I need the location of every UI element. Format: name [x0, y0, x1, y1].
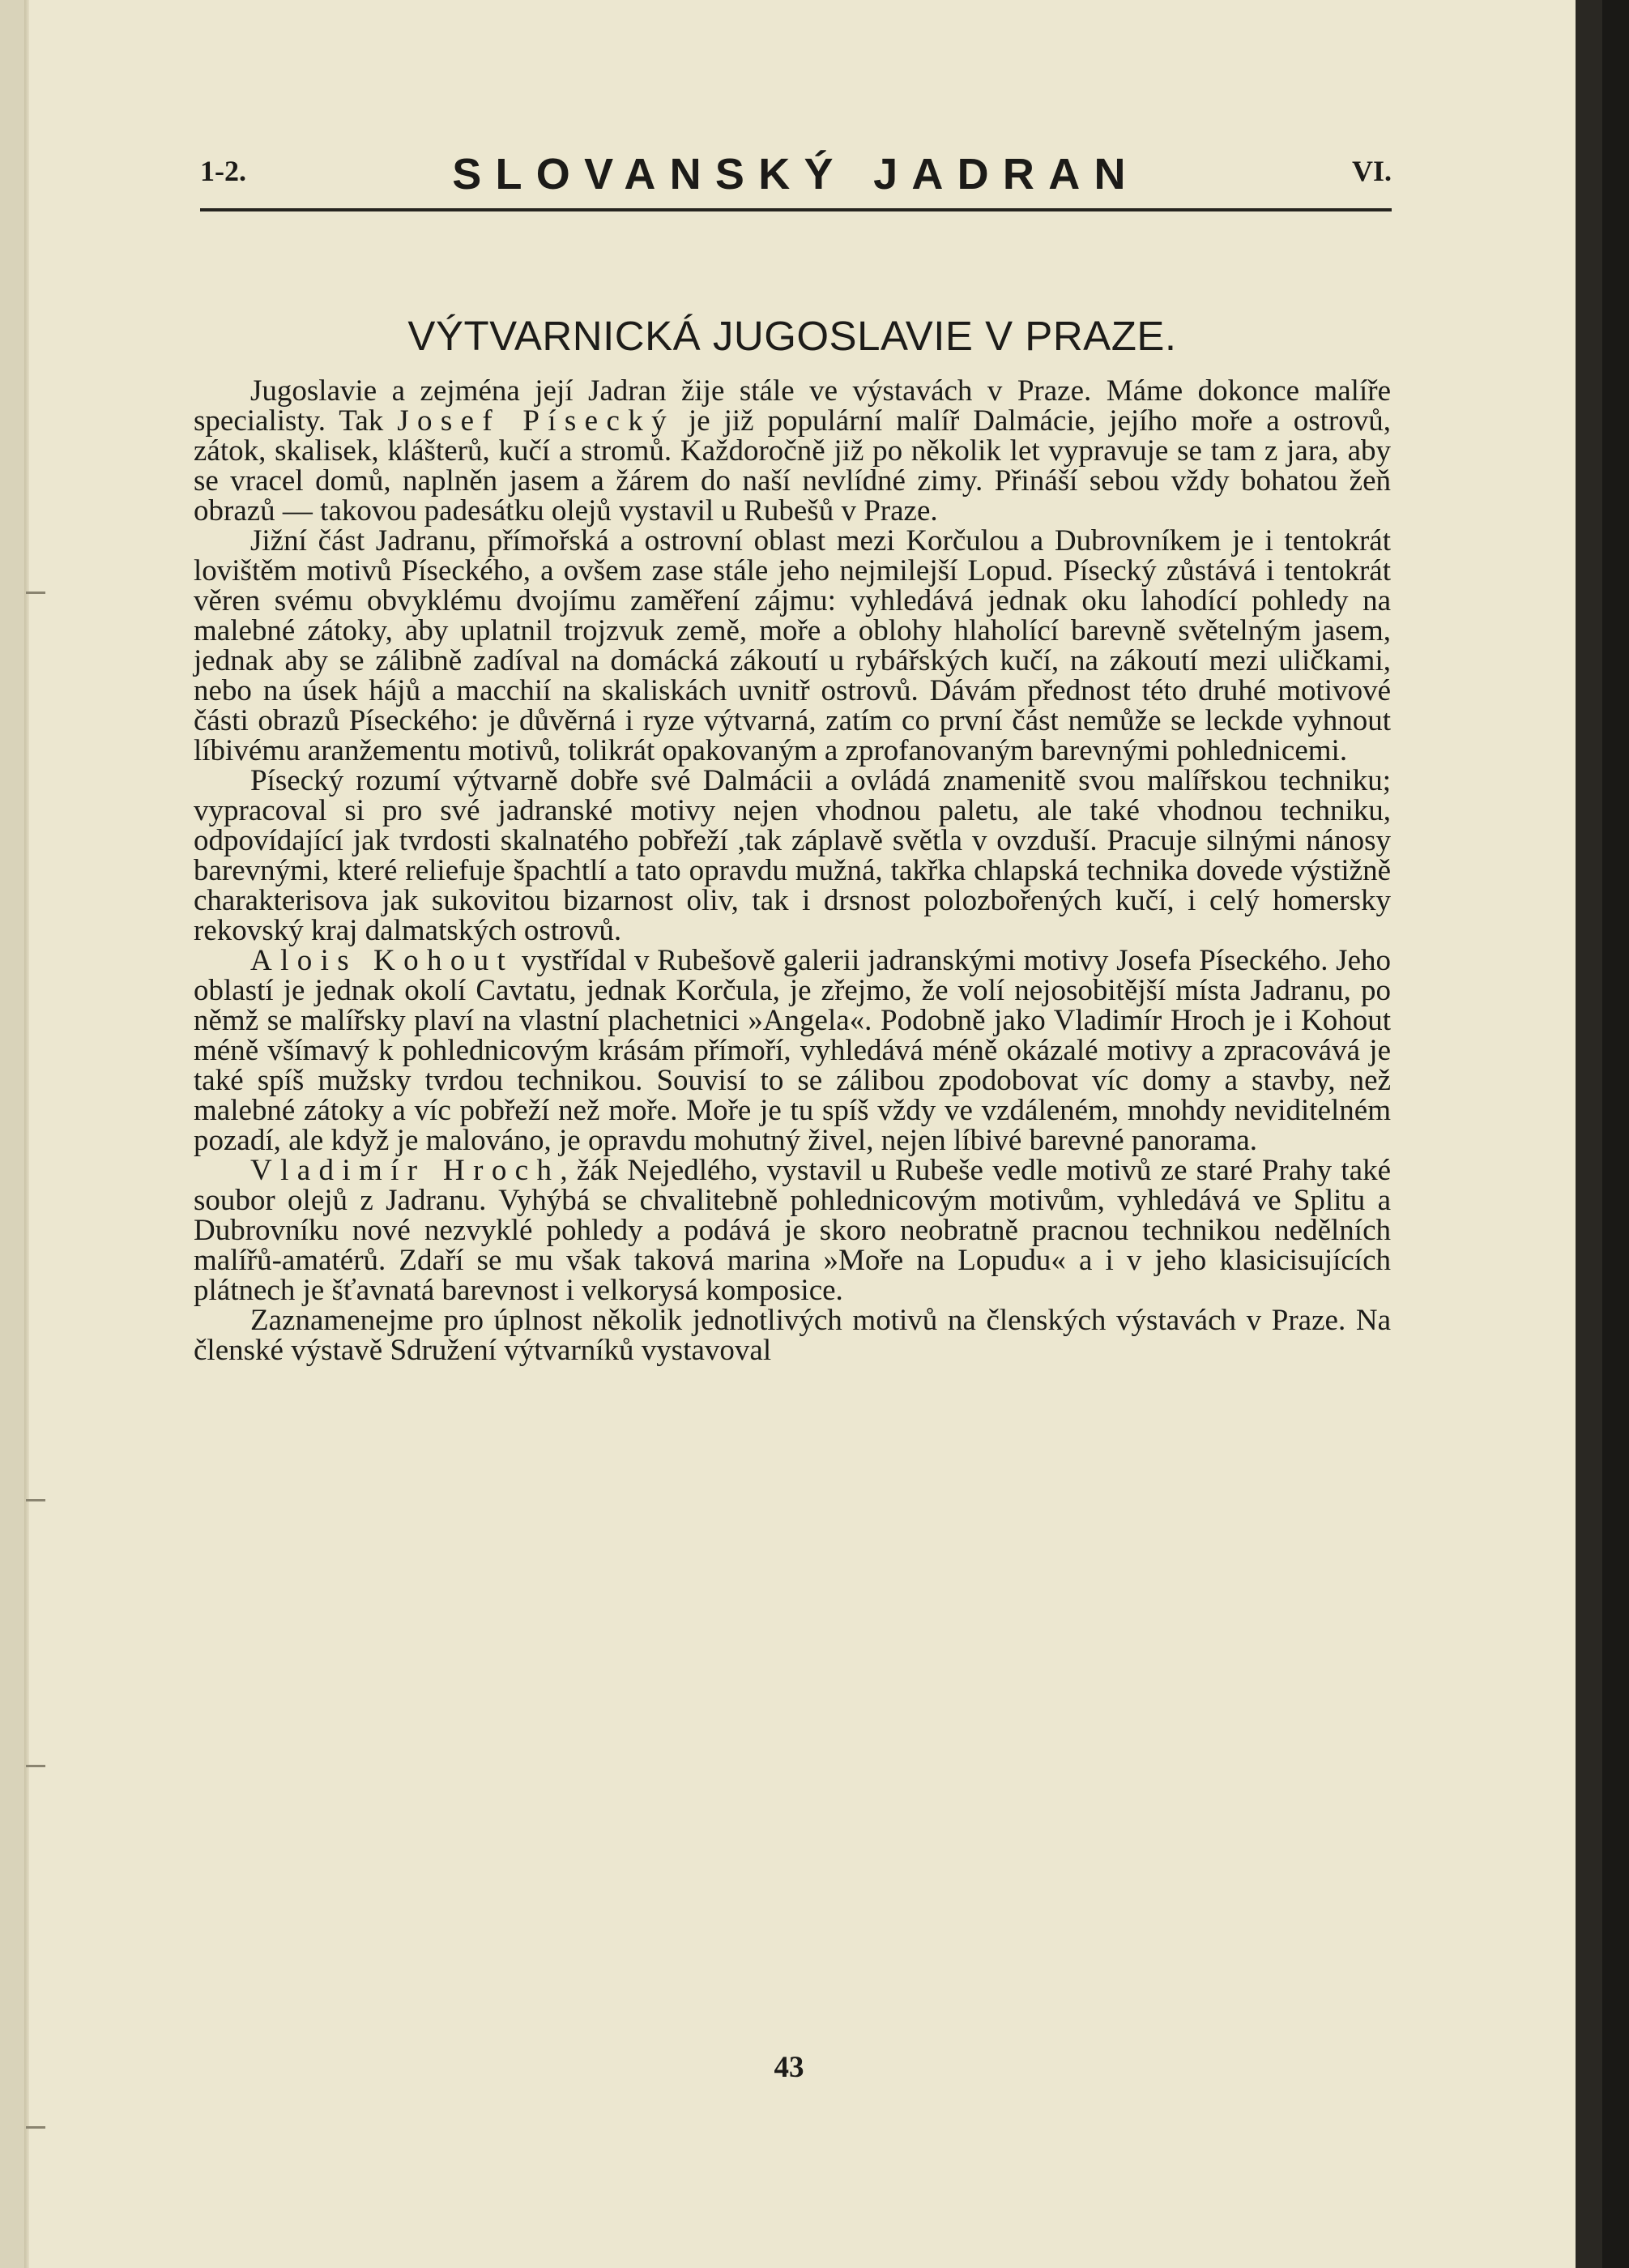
header-rule [200, 208, 1392, 211]
artist-name: Alois Kohout [250, 944, 514, 977]
page-number: 43 [774, 2051, 804, 2084]
paragraph-text: , žák Nejedlého, vystavil u Rubeše vedle motivů ze staré Prahy také soubor olejů z Jadranu. Vyhýbá se chvalitebně pohlednicovým motivům, vyhledává ve Splitu a Dubrovníku nové nezvyklé pohledy a podává je skoro neobratně pracnou technikou nedělních malířů-amatérů. Zdaří se mu však taková marina »Moře na Lopudu« a i v jeho klasicisujících plátnech je šťavnatá barevnost i velkorysá komposice. [194, 1154, 1391, 1307]
page-right-edge [1576, 0, 1602, 2268]
paragraph: Jižní část Jadranu, přímořská a ostrovní oblast mezi Korčulou a Dubrovníkem je i tentokrát lovištěm motivů Píseckého, a ovšem zase stále jeho nejmilejší Lopud. Písecký zůstává i tentokrát věren svému obvyklému dvojímu zaměření zájmu: vyhledává jednak oku lahodící pohledy na malebné zátoky, aby uplatnil trojzvuk země, moře a oblohy hlaholící barevně světelným jasem, jednak aby se zálibně zadíval na domácká zákoutí u rybářských kučí, na zákoutí mezi uličkami, nebo na úsek hájů a macchií na skaliskách uvnitř ostrovů. Dávám přednost této druhé motivové části obrazů Píseckého: je důvěrná i ryze výtvarná, zatím co první část nemůže se leckde vyhnout líbivému aranžementu motivů, tolikrát opakovaným a zprofanovaným barevnými pohlednicemi. [194, 524, 1391, 767]
page-left-margin [0, 0, 24, 2268]
paragraph: Písecký rozumí výtvarně dobře své Dalmácii a ovládá znamenitě svou malířskou techniku; vypracoval si pro své jadranské motivy nejen vhodnou paletu, ale také vhodnou techniku, odpovídající jak tvrdosti skalnatého pobřeží ,tak záplavě světla v ovzduší. Pracuje silnými nánosy barevnými, které reliefuje špachtlí a tato opravdu mužná, takřka chlapská technika dovede výstižně charakterisova jak sukovitou bizarnost oliv, tak i drsnost polozbořených kučí, i celý homersky rekovský kraj dalmatských ostrovů. [194, 764, 1391, 947]
running-header [200, 146, 1392, 203]
page-spine-shadow [24, 0, 29, 2268]
artist-name: Josef Písecký [397, 404, 675, 438]
margin-mark [26, 592, 45, 594]
paragraph [194, 1155, 1391, 1305]
paragraph-text: Jugoslavie a zejména její Jadran žije stále ve výstavách v Praze. Máme dokonce malíře specialisty. Tak [194, 374, 1391, 438]
paragraph: Zaznamenejme pro úplnost několik jednotlivých motivů na členských výstavách v Praze. Na členské výstavě Sdružení výtvarníků vystavoval [194, 1304, 1391, 1367]
paragraph [194, 946, 1391, 1155]
article-title: VÝTVARNICKÁ JUGOSLAVIE V PRAZE. [407, 313, 1177, 359]
journal-title: SLOVANSKÝ JADRAN [452, 150, 1140, 199]
article-body [194, 376, 1391, 1365]
issue-number: 1-2. [200, 155, 246, 187]
paragraph-text: vystřídal v Rubešově galerii jadranskými motivy Josefa Píseckého. Jeho oblastí je jednak okolí Cavtatu, jednak Korčula, je zřejmo, že volí nejosobitější místa Jadranu, po němž se malířsky plaví na vlastní plachetnici »Angela«. Podobně jako Vladimír Hroch je i Kohout méně všímavý k pohlednicovým krásám přímoří, vyhledává méně okázalé motivy a zpracovává je také spíš mužsky tvrdou technikou. Souvisí to se zálibou zpodobovat víc domy a stavby, než malebné zátoky a víc pobřeží než moře. Moře je tu spíš vždy ve vzdáleném, mnohdy neviditelném pozadí, ale když je malováno, je opravdu mohutný živel, nejen líbivé barevné panorama. [194, 944, 1392, 1157]
volume-number: VI. [1351, 155, 1392, 187]
paragraph-text: je již populární malíř Dalmácie, jejího moře a ostrovů, zátok, skalisek, klášterů, kučí a stromů. Každoročně již po několik let vypravuje se tam z jara, aby se vracel domů, naplněn jasem a žárem do naší nevlídné zimy. Přináší sebou vždy bohatou žeň obrazů — takovou padesátku olejů vystavil u Rubešů v Praze. [194, 404, 1392, 527]
artist-name: Vladimír Hroch [250, 1154, 561, 1187]
paragraph [194, 376, 1391, 526]
margin-mark [26, 1499, 45, 1501]
margin-mark [26, 2126, 45, 2129]
margin-mark [26, 1765, 45, 1767]
article [194, 312, 1391, 1365]
